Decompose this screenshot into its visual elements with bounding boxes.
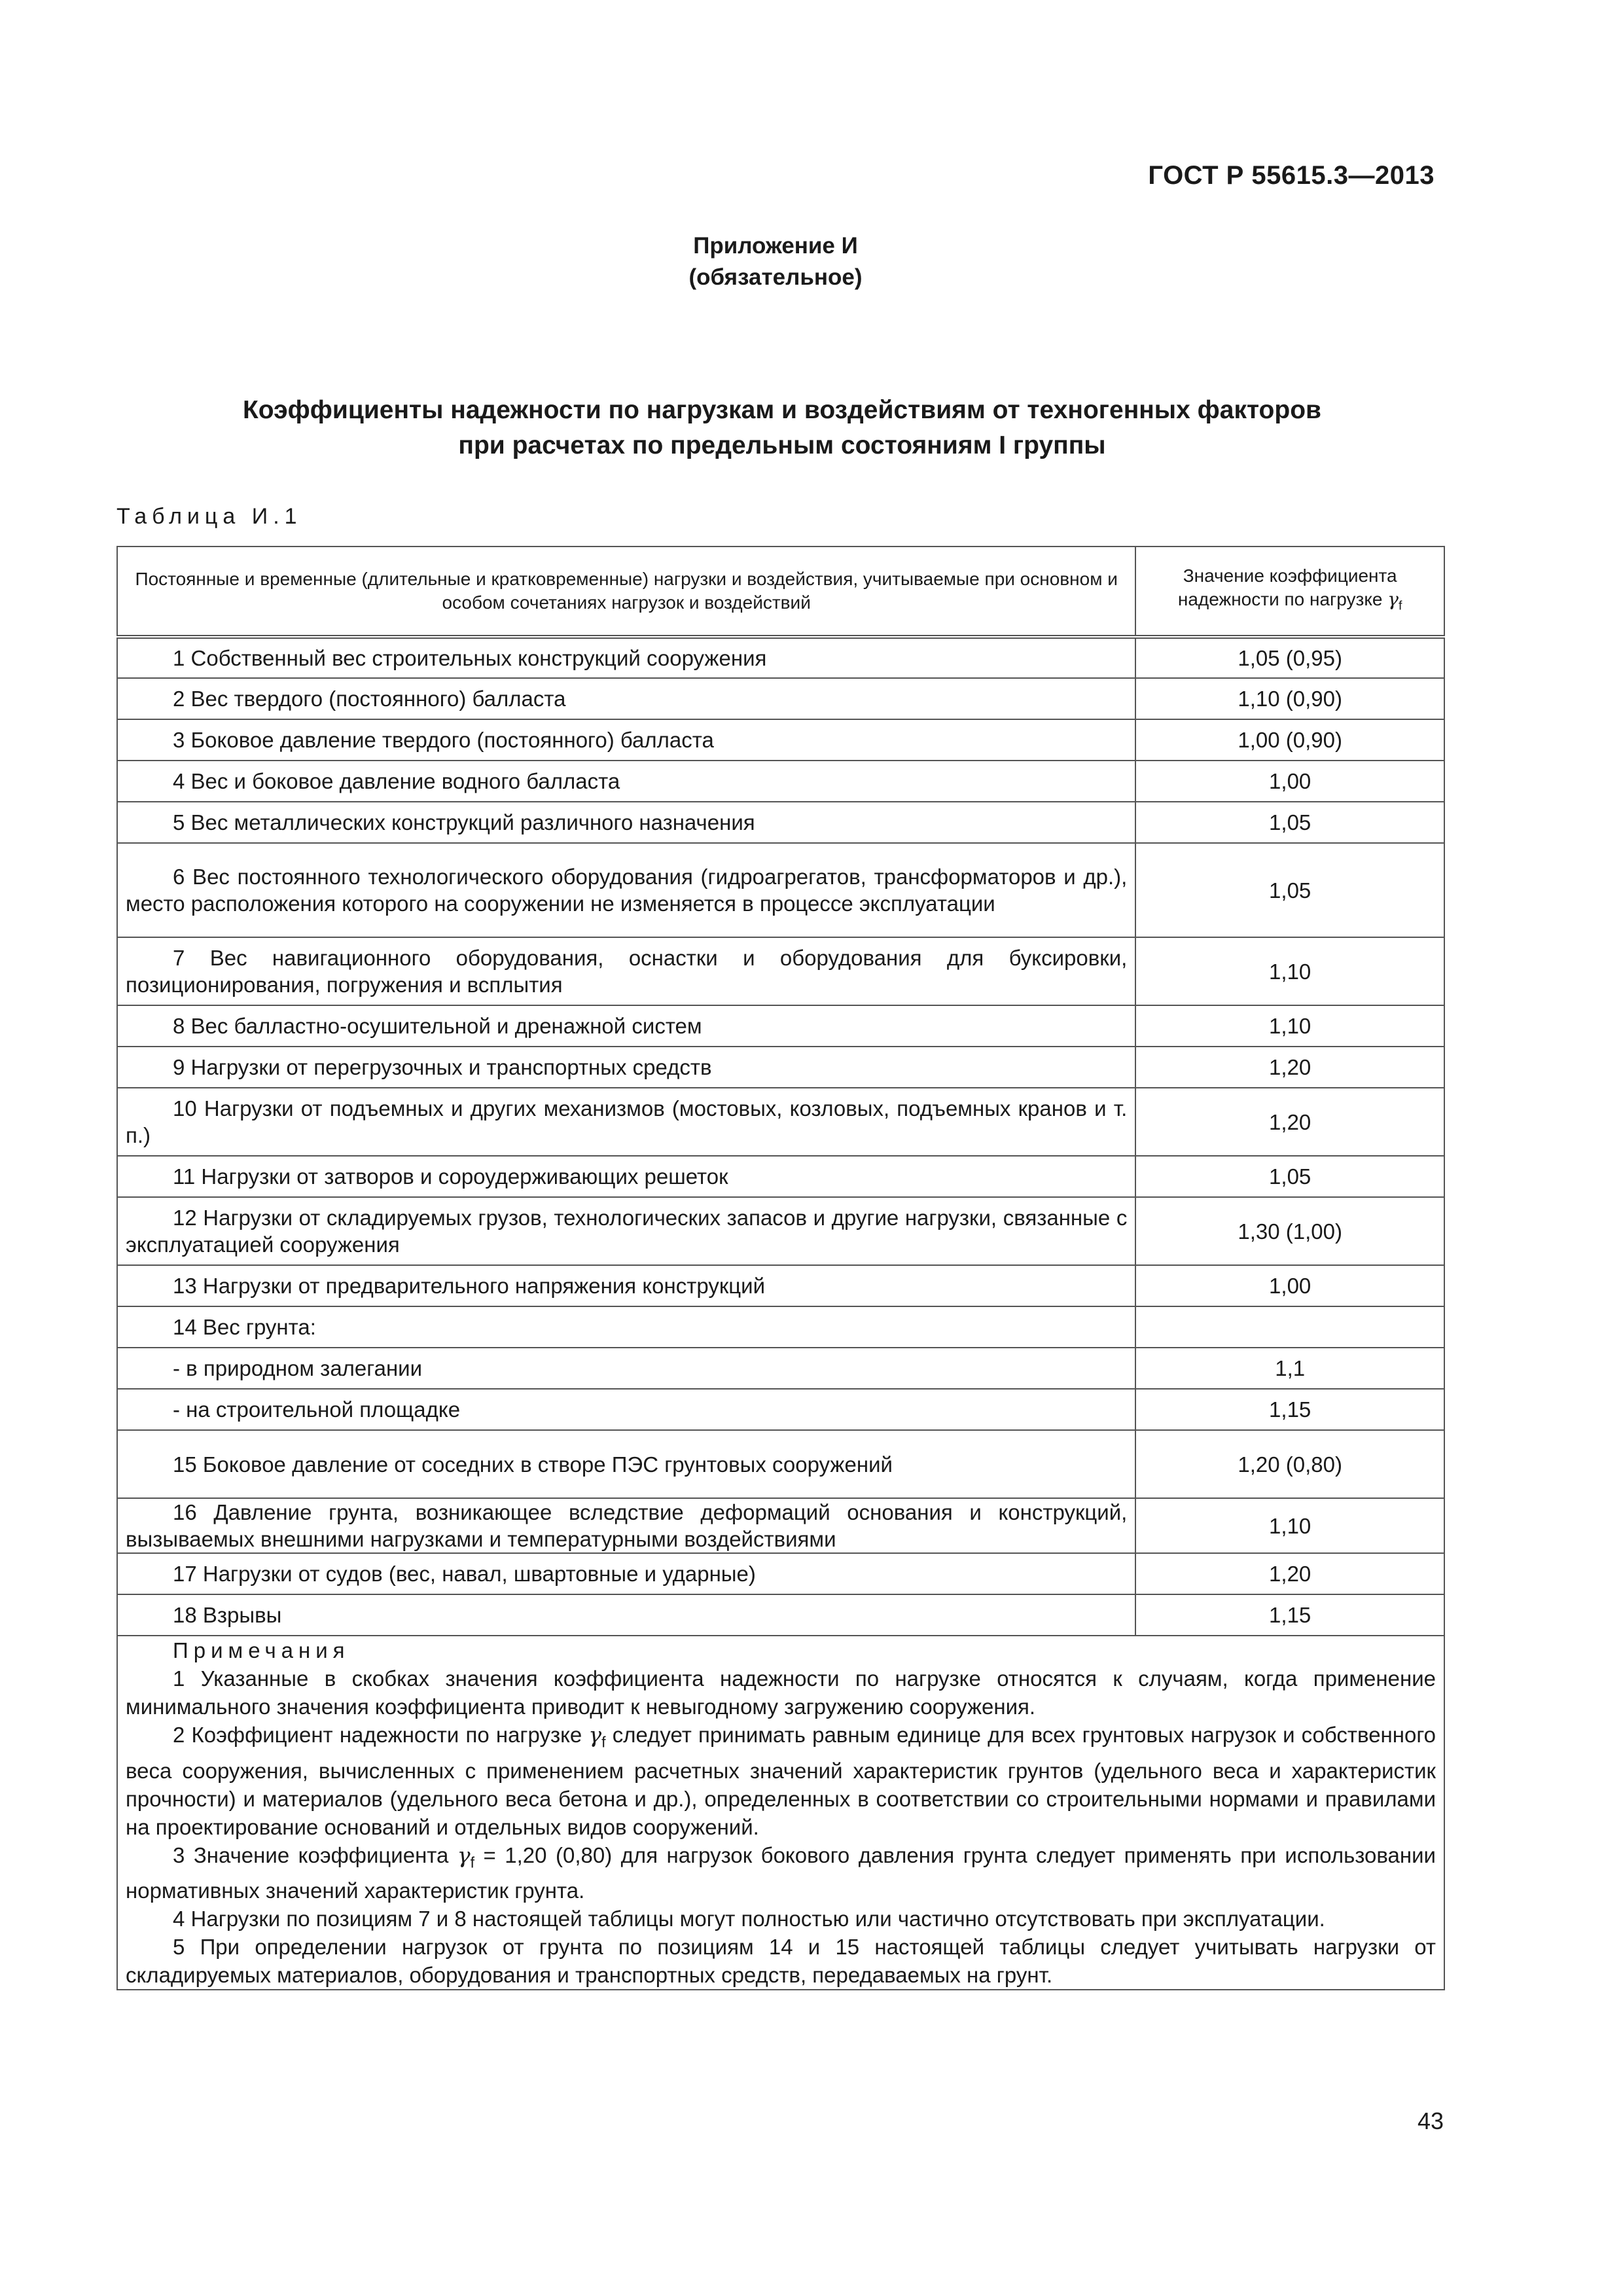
row-description: [117, 843, 1135, 937]
row-coefficient-value: 1,00 (0,90): [1135, 719, 1444, 761]
row-coefficient-value: 1,05: [1135, 843, 1444, 937]
row-description: [117, 1088, 1135, 1156]
row-description: [117, 1553, 1135, 1594]
table-row: [117, 761, 1444, 802]
note-5: 5 При определении нагрузок от грунта по позициям 14 и 15 настоящей таблицы следует учитывать нагрузки от складируемых материалов, оборудования и транспортных средств, передаваемых на грунт.: [126, 1935, 1436, 1988]
row-coefficient-value: 1,10: [1135, 1005, 1444, 1047]
notes-heading: Примечания: [173, 1638, 350, 1662]
row-description-text: 7 Вес навигационного оборудования, оснастки и оборудования для буксировки, позиционирования, погружения и всплытия: [126, 946, 1128, 997]
row-description-text: 16 Давление грунта, возникающее вследствие деформаций основания и конструкций, вызываемых внешними нагрузками и температурными воздействиями: [126, 1500, 1128, 1551]
row-description-text: 12 Нагрузки от складируемых грузов, технологических запасов и другие нагрузки, связанные с эксплуатацией сооружения: [126, 1206, 1128, 1257]
gamma-symbol: γ: [457, 1842, 471, 1868]
row-coefficient-value: 1,15: [1135, 1389, 1444, 1430]
row-description-text: - на строительной площадке: [173, 1397, 461, 1422]
table-row: [117, 1498, 1444, 1553]
row-description-text: 9 Нагрузки от перегрузочных и транспортных средств: [173, 1055, 712, 1079]
appendix-heading: [0, 230, 1551, 293]
gamma-subscript: f: [470, 1854, 475, 1871]
table-row: [117, 937, 1444, 1005]
row-description: [117, 937, 1135, 1005]
row-description-text: 8 Вес балластно-осушительной и дренажной систем: [173, 1014, 702, 1038]
table-row: [117, 637, 1444, 678]
row-description-text: 15 Боковое давление от соседних в створе ПЭС грунтовых сооружений: [173, 1452, 893, 1477]
row-coefficient-value: 1,05: [1135, 802, 1444, 843]
row-description: [117, 761, 1135, 802]
row-description-text: 3 Боковое давление твердого (постоянного) балласта: [173, 728, 714, 752]
column-header-coefficient-text: Значение коэффициента надежности по нагрузке: [1177, 565, 1397, 610]
row-description: [117, 637, 1135, 678]
table-row: [117, 1156, 1444, 1197]
row-coefficient-value: 1,05 (0,95): [1135, 637, 1444, 678]
row-coefficient-value: 1,20: [1135, 1047, 1444, 1088]
note-1: 1 Указанные в скобках значения коэффициента надежности по нагрузке относятся к случаям, когда применение минимального значения коэффициента приводит к невыгодному загружению сооружения.: [126, 1666, 1436, 1719]
row-coefficient-value: 1,1: [1135, 1348, 1444, 1389]
row-description: [117, 1594, 1135, 1636]
row-coefficient-value: 1,20 (0,80): [1135, 1430, 1444, 1498]
gamma-subscript: f: [1399, 598, 1402, 613]
row-description: [117, 1306, 1135, 1348]
page-number: 43: [1417, 2108, 1444, 2134]
row-description-text: 18 Взрывы: [173, 1603, 282, 1627]
row-description: [117, 1348, 1135, 1389]
row-description-text: 14 Вес грунта:: [173, 1315, 316, 1339]
row-description: [117, 1156, 1135, 1197]
row-description-text: 10 Нагрузки от подъемных и других механизмов (мостовых, козловых, подъемных кранов и т. п.): [126, 1096, 1128, 1147]
note-3-part-a: 3 Значение коэффициента: [173, 1842, 449, 1867]
note-4: 4 Нагрузки по позициям 7 и 8 настоящей таблицы могут полностью или частично отсутствовать при эксплуатации.: [173, 1907, 1325, 1931]
section-title: [0, 393, 1564, 463]
row-description: [117, 1047, 1135, 1088]
row-coefficient-value: 1,10 (0,90): [1135, 678, 1444, 719]
coefficients-table: [116, 546, 1445, 1990]
note-3-part-b: = 1,20 (0,80) для нагрузок бокового давления грунта следует применять при использовании нормативных значений характеристик грунта.: [126, 1842, 1436, 1903]
table-row: [117, 719, 1444, 761]
row-coefficient-value: 1,10: [1135, 1498, 1444, 1553]
section-title-line-1: Коэффициенты надежности по нагрузкам и воздействиям от техногенных факторов: [242, 396, 1322, 424]
row-description-text: - в природном залегании: [173, 1356, 423, 1380]
appendix-status: (обязательное): [688, 264, 863, 290]
row-coefficient-value: 1,20: [1135, 1088, 1444, 1156]
note-2-part-b: следует принимать равным единице для всех грунтовых нагрузок и собственного веса сооружения, вычисленных с применением расчетных значений характеристик грунтов (удельного веса и характеристик прочности) и материалов (удельного веса бетона и др.), определенных в соответствии со строительными нормами и правилами на проектирование оснований и отдельных видов сооружений.: [126, 1723, 1436, 1839]
row-description-text: 6 Вес постоянного технологического оборудования (гидроагрегатов, трансформаторов и др.), место расположения которого на сооружении не изменяется в процессе эксплуатации: [126, 865, 1128, 916]
notes-row: [117, 1636, 1444, 1990]
row-coefficient-value: [1135, 1306, 1444, 1348]
table-row: [117, 802, 1444, 843]
table-row: [117, 1265, 1444, 1306]
note-2: [126, 1721, 1436, 1841]
row-coefficient-value: 1,00: [1135, 761, 1444, 802]
table-row: [117, 843, 1444, 937]
table-row: [117, 1197, 1444, 1265]
column-header-loads: Постоянные и временные (длительные и кратковременные) нагрузки и воздействия, учитываемые при основном и особом сочетаниях нагрузок и воздействий: [117, 547, 1135, 637]
table-row: [117, 1088, 1444, 1156]
table-row: [117, 1553, 1444, 1594]
row-description-text: 4 Вес и боковое давление водного балласта: [173, 769, 620, 793]
table-row: [117, 1594, 1444, 1636]
row-description: [117, 719, 1135, 761]
document-code: ГОСТ Р 55615.3—2013: [1148, 161, 1435, 190]
note-2-part-a: 2 Коэффициент надежности по нагрузке: [173, 1723, 582, 1747]
row-description-text: 5 Вес металлических конструкций различного назначения: [173, 810, 755, 834]
row-coefficient-value: 1,30 (1,00): [1135, 1197, 1444, 1265]
table-row: [117, 1306, 1444, 1348]
row-description: [117, 802, 1135, 843]
table-row: [117, 1389, 1444, 1430]
row-description-text: 11 Нагрузки от затворов и сороудерживающих решеток: [173, 1164, 728, 1189]
appendix-title: Приложение И: [693, 233, 858, 259]
row-description: [117, 1005, 1135, 1047]
row-coefficient-value: 1,15: [1135, 1594, 1444, 1636]
row-description-text: 1 Собственный вес строительных конструкций сооружения: [173, 646, 767, 670]
table-row: [117, 1005, 1444, 1047]
row-coefficient-value: 1,20: [1135, 1553, 1444, 1594]
row-description: [117, 1265, 1135, 1306]
table-header-row: [117, 547, 1444, 637]
column-header-coefficient: [1135, 547, 1444, 637]
row-coefficient-value: 1,00: [1135, 1265, 1444, 1306]
row-description-text: 17 Нагрузки от судов (вес, навал, швартовные и ударные): [173, 1562, 756, 1586]
row-description-text: 2 Вес твердого (постоянного) балласта: [173, 687, 566, 711]
row-description: [117, 1197, 1135, 1265]
gamma-symbol: γ: [1387, 588, 1399, 611]
table-row: [117, 1348, 1444, 1389]
row-description: [117, 1389, 1135, 1430]
table-row: [117, 678, 1444, 719]
section-title-line-2: при расчетах по предельным состояниям I группы: [458, 431, 1106, 459]
row-coefficient-value: 1,10: [1135, 937, 1444, 1005]
notes-cell: [117, 1636, 1444, 1990]
row-description: [117, 678, 1135, 719]
table-row: [117, 1430, 1444, 1498]
row-description: [117, 1430, 1135, 1498]
gamma-symbol: γ: [588, 1722, 602, 1748]
table-label: Таблица И.1: [116, 504, 302, 529]
gamma-subscript: f: [601, 1733, 606, 1751]
table-row: [117, 1047, 1444, 1088]
row-description-text: 13 Нагрузки от предварительного напряжения конструкций: [173, 1274, 766, 1298]
note-3: [126, 1841, 1436, 1905]
row-description: [117, 1498, 1135, 1553]
table-body: [117, 637, 1444, 1636]
row-coefficient-value: 1,05: [1135, 1156, 1444, 1197]
